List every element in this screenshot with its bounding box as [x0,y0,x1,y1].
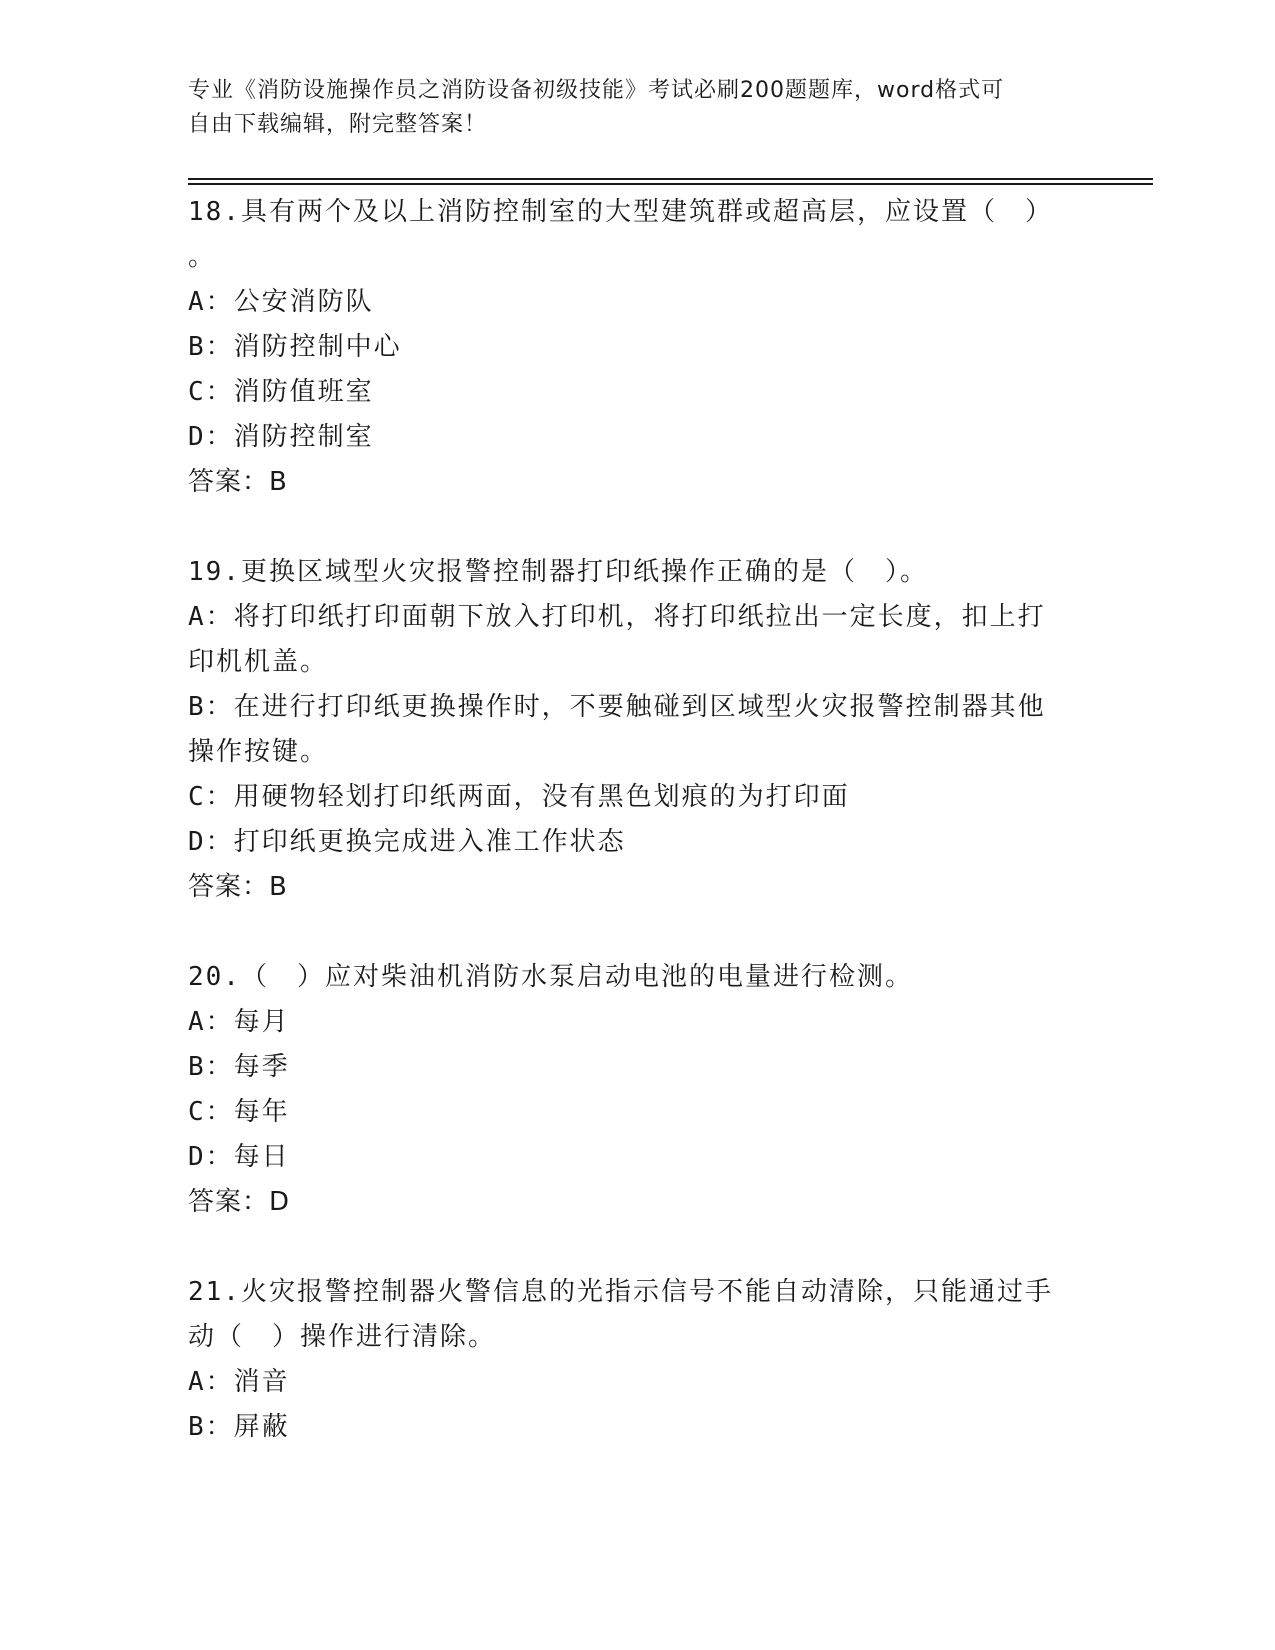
option-d: D：打印纸更换完成进入准工作状态 [188,827,626,857]
option-c: C：消防值班室 [188,377,374,407]
option-b: B：屏蔽 [188,1412,290,1442]
document-header [188,74,1068,142]
option-b: B：在进行打印纸更换操作时，不要触碰到区域型火灾报警控制器其他 [188,692,1046,722]
option-c: C：每年 [188,1097,290,1127]
header-divider-top [188,178,1153,180]
option-d: D：消防控制室 [188,422,374,452]
header-divider-bottom [188,183,1153,185]
question-18 [188,190,1088,505]
question-list [188,190,1088,1495]
option-a-continued: 印机机盖。 [188,647,329,677]
question-stem: 动（ ）操作进行清除。 [188,1322,497,1352]
question-20 [188,955,1088,1225]
option-a: A：将打印纸打印面朝下放入打印机，将打印纸拉出一定长度，扣上打 [188,602,1046,632]
option-a: A：消音 [188,1367,290,1397]
header-line-1: 专业《消防设施操作员之消防设备初级技能》考试必刷200题题库，word格式可 [188,78,1005,103]
option-b: B：消防控制中心 [188,332,402,362]
answer-line: 答案：B [188,872,288,902]
question-stem: 。 [188,242,217,272]
answer-line: 答案：D [188,1187,291,1217]
header-line-2: 自由下载编辑，附完整答案！ [188,112,488,137]
option-d: D：每日 [188,1142,290,1172]
question-stem: 19.更换区域型火灾报警控制器打印纸操作正确的是（ ）。 [188,557,928,587]
option-b: B：每季 [188,1052,290,1082]
answer-line: 答案：B [188,467,288,497]
option-a: A：公安消防队 [188,287,374,317]
question-stem: 21.火灾报警控制器火警信息的光指示信号不能自动清除，只能通过手 [188,1277,1053,1307]
option-b-continued: 操作按键。 [188,737,329,767]
option-c: C：用硬物轻划打印纸两面，没有黑色划痕的为打印面 [188,782,850,812]
question-21 [188,1270,1088,1450]
question-stem: 20.（ ）应对柴油机消防水泵启动电池的电量进行检测。 [188,962,913,992]
option-a: A：每月 [188,1007,290,1037]
question-19 [188,550,1088,910]
question-stem: 18.具有两个及以上消防控制室的大型建筑群或超高层，应设置（ ） [188,197,1053,227]
